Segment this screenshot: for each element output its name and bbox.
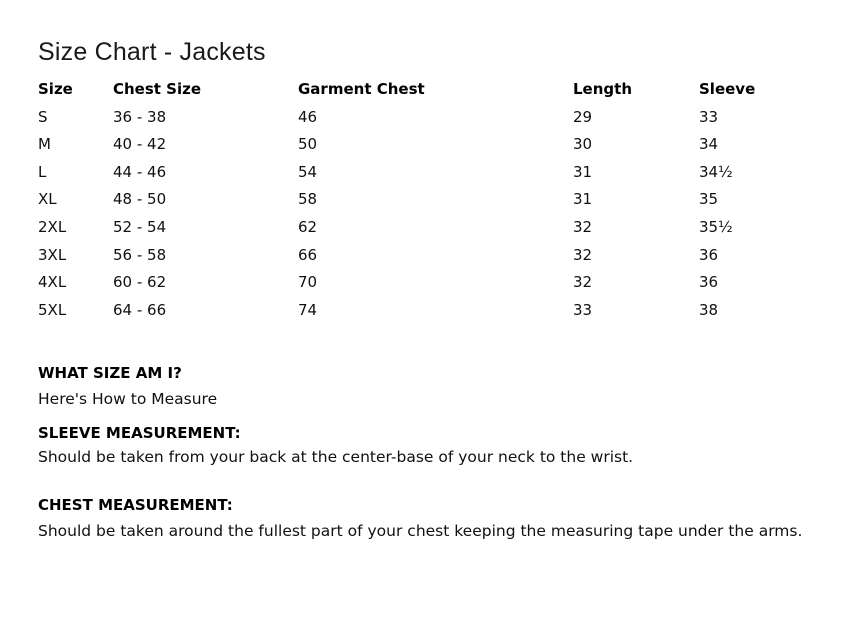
- table-row: [38, 104, 798, 132]
- cell-chest-size: 52 - 54: [113, 217, 167, 236]
- cell-garment-chest: 66: [298, 245, 318, 264]
- cell-length: 29: [573, 107, 593, 126]
- cell-sleeve: 38: [699, 300, 719, 319]
- cell-chest-size: 60 - 62: [113, 273, 167, 292]
- how-to-measure-text: Here's How to Measure: [38, 390, 218, 408]
- size-chart-section: [38, 36, 838, 324]
- cell-garment-chest: 50: [298, 135, 318, 154]
- cell-chest-size: 48 - 50: [113, 190, 167, 209]
- cell-chest-size: 56 - 58: [113, 245, 167, 264]
- cell-length: 32: [573, 217, 593, 236]
- cell-chest-size: 40 - 42: [113, 135, 167, 154]
- cell-sleeve: 35½: [699, 217, 733, 236]
- cell-garment-chest: 46: [298, 107, 318, 126]
- sleeve-measurement-text: Should be taken from your back at the center-base of your neck to the wrist.: [38, 448, 634, 466]
- column-header-chest-size: Chest Size: [113, 80, 202, 98]
- cell-length: 32: [573, 273, 593, 292]
- table-row: [38, 131, 798, 159]
- cell-size: S: [38, 107, 48, 126]
- cell-size: 5XL: [38, 300, 67, 319]
- cell-garment-chest: 58: [298, 190, 318, 209]
- cell-size: 2XL: [38, 217, 67, 236]
- cell-size: M: [38, 135, 51, 154]
- measurement-guide: [38, 362, 838, 544]
- cell-sleeve: 33: [699, 107, 719, 126]
- table-row: [38, 186, 798, 214]
- page-title: Size Chart - Jackets: [38, 38, 266, 66]
- chest-measurement-heading: CHEST MEASUREMENT:: [38, 496, 233, 514]
- column-header-garment-chest: Garment Chest: [298, 80, 425, 98]
- cell-sleeve: 36: [699, 245, 719, 264]
- cell-length: 30: [573, 135, 593, 154]
- cell-sleeve: 34: [699, 135, 719, 154]
- cell-garment-chest: 74: [298, 300, 318, 319]
- table-row: [38, 297, 798, 325]
- cell-sleeve: 36: [699, 273, 719, 292]
- column-header-sleeve: Sleeve: [699, 80, 756, 98]
- cell-garment-chest: 54: [298, 162, 318, 181]
- cell-sleeve: 35: [699, 190, 719, 209]
- cell-size: 4XL: [38, 273, 67, 292]
- cell-length: 31: [573, 162, 593, 181]
- cell-length: 32: [573, 245, 593, 264]
- cell-size: L: [38, 162, 47, 181]
- cell-chest-size: 36 - 38: [113, 107, 167, 126]
- table-header-row: [38, 76, 798, 104]
- cell-length: 33: [573, 300, 593, 319]
- table-row: [38, 214, 798, 242]
- table-row: [38, 269, 798, 297]
- sleeve-measurement-heading: SLEEVE MEASUREMENT:: [38, 424, 241, 442]
- size-table: [38, 76, 798, 324]
- what-size-heading: WHAT SIZE AM I?: [38, 364, 182, 382]
- cell-chest-size: 64 - 66: [113, 300, 167, 319]
- table-row: [38, 159, 798, 187]
- cell-size: XL: [38, 190, 57, 209]
- table-row: [38, 242, 798, 270]
- column-header-size: Size: [38, 80, 73, 98]
- chest-measurement-text: Should be taken around the fullest part of your chest keeping the measuring tape under the arms.: [38, 522, 803, 540]
- column-header-length: Length: [573, 80, 632, 98]
- cell-length: 31: [573, 190, 593, 209]
- cell-garment-chest: 70: [298, 273, 318, 292]
- cell-garment-chest: 62: [298, 217, 318, 236]
- cell-chest-size: 44 - 46: [113, 162, 167, 181]
- cell-sleeve: 34½: [699, 162, 733, 181]
- cell-size: 3XL: [38, 245, 67, 264]
